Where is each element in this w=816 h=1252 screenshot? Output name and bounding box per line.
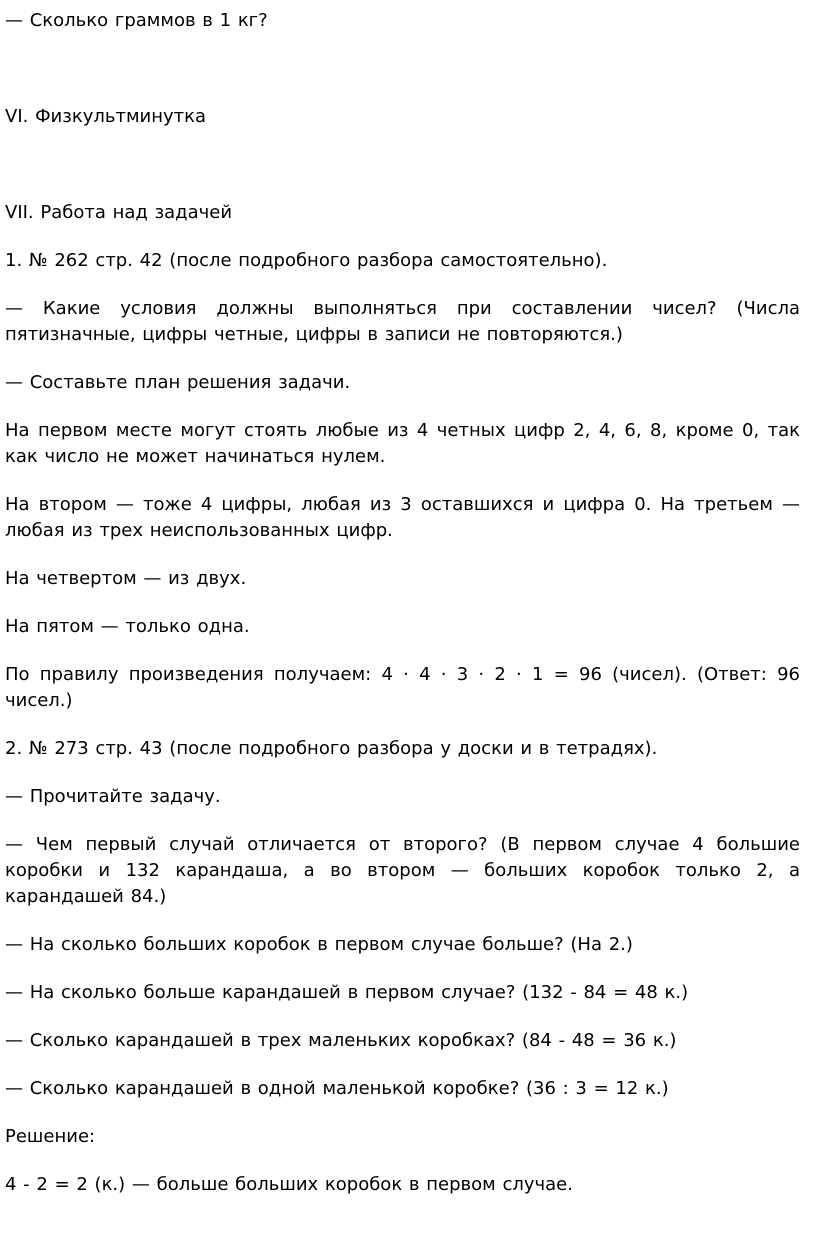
paragraph-task-262: 1. № 262 стр. 42 (после подробного разбора самостоятельно). [5, 250, 608, 271]
paragraph-spacer [5, 56, 800, 82]
paragraph-question-grams: — Сколько граммов в 1 кг? [5, 10, 268, 31]
paragraph-read-task-prompt: — Прочитайте задачу. [5, 786, 221, 807]
paragraph-three-small-boxes-question: — Сколько карандашей в трех маленьких коробках? (84 - 48 = 36 к.) [5, 1030, 677, 1051]
paragraph-first-position: На первом месте могут стоять любые из 4 четных цифр 2, 4, 6, 8, кроме 0, так как число не может начинаться нулем. [5, 420, 800, 467]
paragraph-case-difference: — Чем первый случай отличается от второго? (В первом случае 4 большие коробки и 132 карандаша, а во втором — больших коробок только 2, а карандашей 84.) [5, 834, 800, 907]
paragraph-spacer [5, 152, 800, 178]
paragraph-fourth-position: На четвертом — из двух. [5, 568, 247, 589]
paragraph-product-rule: По правилу произведения получаем: 4 · 4 · 3 · 2 · 1 = 96 (чисел). (Ответ: 96 чисел.) [5, 664, 800, 711]
paragraph-plan-prompt: — Составьте план решения задачи. [5, 372, 351, 393]
paragraph-section-vi-heading: VI. Физкультминутка [5, 106, 207, 127]
paragraph-one-small-box-question: — Сколько карандашей в одной маленькой коробке? (36 : 3 = 12 к.) [5, 1078, 669, 1099]
paragraph-section-vii-heading: VII. Работа над задачей [5, 202, 233, 223]
paragraph-pencils-more-question: — На сколько больше карандашей в первом случае? (132 - 84 = 48 к.) [5, 982, 689, 1003]
paragraph-task-273: 2. № 273 стр. 43 (после подробного разбора у доски и в тетрадях). [5, 738, 658, 759]
paragraph-solution-step-1: 4 - 2 = 2 (к.) — больше больших коробок в первом случае. [5, 1174, 573, 1195]
paragraph-boxes-more-question: — На сколько больших коробок в первом случае больше? (На 2.) [5, 934, 633, 955]
paragraph-conditions-question: — Какие условия должны выполняться при составлении чисел? (Числа пятизначные, цифры четные, цифры в записи не повторяются.) [5, 298, 800, 345]
paragraph-solution-heading: Решение: [5, 1126, 96, 1147]
paragraph-fifth-position: На пятом — только одна. [5, 616, 250, 637]
paragraph-second-third-position: На втором — тоже 4 цифры, любая из 3 оставшихся и цифра 0. На третьем — любая из трех неиспользованных цифр. [5, 494, 800, 541]
